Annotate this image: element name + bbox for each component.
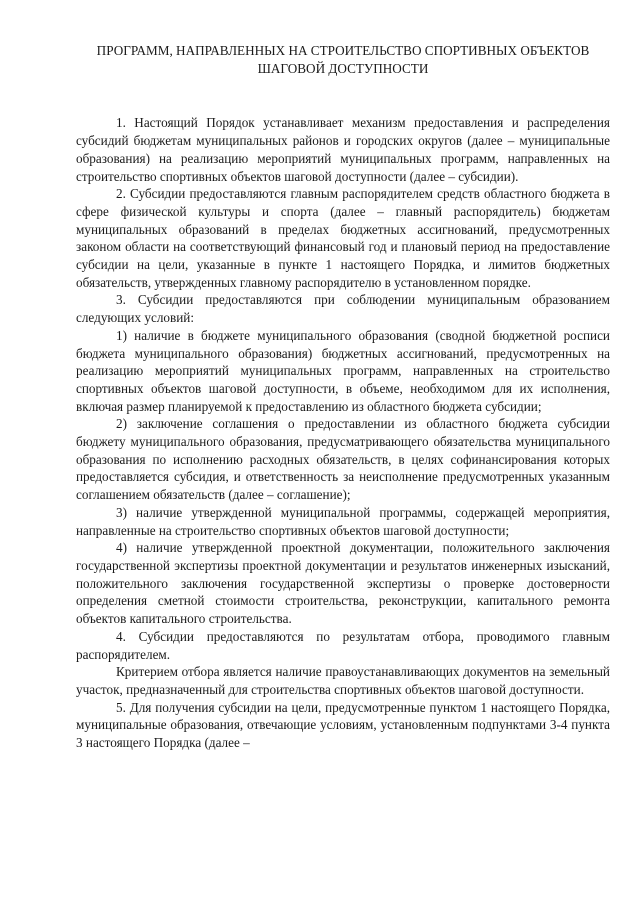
subparagraph-1: 1) наличие в бюджете муниципального образования (сводной бюджетной росписи бюджета муниципального образования) бюджетных ассигнований, предусмотренных на реализацию мероприятий муниципальных программ, направленных на строительство спортивных объектов шаговой доступности, в объеме, необходимом для их исполнения, включая размер планируемой к предоставлению из областного бюджета субсидии; [76, 327, 610, 414]
paragraph-criteria: Критерием отбора является наличие правоустанавливающих документов на земельный участок, предназначенный для строительства спортивных объектов шаговой доступности. [76, 664, 610, 697]
paragraph-4: 4. Субсидии предоставляются по результатам отбора, проводимого главным распорядителем. [76, 628, 610, 662]
paragraph-3: 3. Субсидии предоставляются при соблюдении муниципальным образованием следующих условий: [76, 292, 610, 326]
paragraph-1: 1. Настоящий Порядок устанавливает механизм предоставления и распределения субсидий бюджетам муниципальных районов и городских округов (далее – муниципальные образования) на реализацию мероприятий муниципальных программ, направленных на строительство спортивных объектов шаговой доступности (далее – субсидии). [76, 115, 610, 184]
subparagraph-2: 2) заключение соглашения о предоставлении из областного бюджета субсидии бюджету муниципального образования, предусматривающего обязательства муниципального образования по исполнению расходных обязательств, в целях софинансирования которых предоставляется субсидия, и ответственность за неисполнение предусмотренных указанным соглашением обязательств (далее – соглашение); [76, 416, 610, 503]
subparagraph-4: 4) наличие утвержденной проектной документации, положительного заключения государственной экспертизы проектной документации и результатов инженерных изысканий, положительного заключения государственной экспертизы о проверке достоверности определения сметной стоимости строительства, реконструкции, капитального ремонта объектов капитального строительства. [76, 540, 610, 627]
subparagraph-3: 3) наличие утвержденной муниципальной программы, содержащей мероприятия, направленные на строительство спортивных объектов шаговой доступности; [76, 504, 610, 538]
title-line-1: ПРОГРАММ, НАПРАВЛЕННЫХ НА СТРОИТЕЛЬСТВО СПОРТИВНЫХ ОБЪЕКТОВ [96, 43, 590, 58]
document-page [76, 42, 610, 752]
document-title [76, 42, 610, 77]
paragraph-5: 5. Для получения субсидии на цели, предусмотренные пунктом 1 настоящего Порядка, муниципальные образования, отвечающие условиям, установленным подпунктами 3-4 пункта 3 настоящего Порядка (далее – [76, 699, 610, 751]
paragraph-2: 2. Субсидии предоставляются главным распорядителем средств областного бюджета в сфере физической культуры и спорта (далее – главный распорядитель) бюджетам муниципальных образований в пределах бюджетных ассигнований, предусмотренных законом области на соответствующий финансовый год и плановый период на предоставление субсидии на цели, указанные в пункте 1 настоящего Порядка, и лимитов бюджетных обязательств, утвержденных главному распорядителю в установленном порядке. [76, 186, 610, 290]
title-line-2: ШАГОВОЙ ДОСТУПНОСТИ [257, 60, 429, 76]
